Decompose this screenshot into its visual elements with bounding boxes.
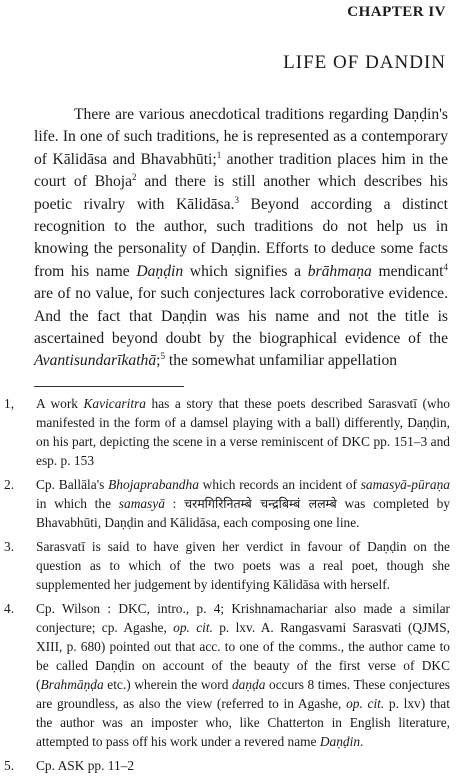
footnote-text: Cp. ASK pp. 11–2 — [36, 758, 135, 773]
footnote-number: 5. — [4, 758, 15, 773]
footnote-text: . — [360, 734, 364, 749]
footnote-ref-1: 1 — [216, 149, 222, 160]
footnote-italic: op. cit. — [173, 620, 213, 635]
footnote-1 — [4, 394, 450, 470]
body-text-4: Beyond according a distinct recognition to the author, such traditions do not help us in knowing the personality of Daṇḍin. Efforts to deduce some facts from his name — [34, 195, 448, 280]
italic-term-dandin: Daṇḍin — [136, 262, 184, 280]
footnote-text: etc.) wherein the word — [103, 677, 232, 692]
footnote-5 — [4, 756, 450, 775]
footnote-italic: Bhojaprabandha — [108, 477, 199, 492]
italic-term-brahmana: brāhmaṇa — [307, 262, 372, 280]
footnote-text: Cp. Wilson : DKC, intro., p. 4; Krishnamachariar also made a similar conjecture; cp. Agashe, — [36, 601, 450, 635]
footnote-italic: op. cit. — [346, 696, 385, 711]
footnote-2 — [4, 475, 450, 532]
body-text-5: which signifies a — [183, 262, 308, 280]
body-text-6: mendicant — [371, 262, 444, 280]
footnote-italic: samasyā — [118, 496, 165, 511]
footnote-number: 1, — [4, 396, 15, 411]
footnote-3 — [4, 537, 450, 594]
footnote-text: Sarasvatī is said to have given her verdict in favour of Daṇḍin on the question as to which of the two poets was a real poet, though she supplemented her judgement by identifying Kālidāsa with herself. — [36, 539, 450, 592]
footnote-text: p. lxv. A. Rangasvami Sarasvati (QJMS, XIII, p. 680) pointed out that acc. to one of the comms., the author came to be called Daṇḍin on account of the beauty of the first verse of DKC ( — [36, 620, 450, 692]
footnote-text: Cp. Ballāla's — [36, 477, 109, 492]
footnote-ref-3: 3 — [234, 194, 239, 205]
body-text-8: ; — [156, 352, 161, 370]
footnote-text: A work — [36, 396, 84, 411]
footnote-text: p. lxv) that the author was an imposter who, like Chatterton in English literature, attempted to pass off his work under a revered name — [36, 696, 450, 749]
body-text-7: are of no value, for such conjectures lack corroborative evidence. And the fact that Daṇḍin was his name and not the title is ascertained beyond doubt by the biographical evidence of the — [34, 285, 448, 348]
footnote-number: 4. — [4, 601, 15, 616]
footnote-text: occurs 8 times. These conjectures are groundless, as also the view (referred to in Agashe, — [36, 677, 450, 711]
footnote-number: 3. — [4, 539, 15, 554]
footnote-ref-5: 5 — [160, 351, 165, 362]
footnote-italic: samasyā-pūraṇa — [360, 477, 450, 492]
footnote-text: in which the — [36, 496, 119, 511]
italic-work-title: Avantisundarīkathā — [34, 352, 157, 370]
footnote-divider — [34, 386, 184, 387]
body-text-2: another tradition places him in the court of Bhoja — [34, 150, 449, 191]
page-title: LIFE OF DANDIN — [283, 52, 446, 73]
footnote-text: : — [164, 496, 185, 511]
body-text-3: and there is still another which describes his poetic rivalry with Kālidāsa. — [34, 173, 448, 213]
footnote-ref-4: 4 — [443, 261, 448, 272]
footnote-4 — [4, 599, 450, 751]
footnotes — [4, 394, 450, 780]
footnote-number: 2. — [4, 477, 15, 492]
footnote-text: was completed by Bhavabhūti, Daṇḍin and Kālidāsa, each composing one line. — [36, 496, 451, 530]
footnote-text: has a story that these poets described Sarasvatī (who manifested in the form of a damsel playing with a ball) differently, Daṇḍin, on his part, depicting the scene in a verse reminiscent of DKC pp. 151–3 and esp. p. 153 — [36, 396, 450, 468]
chapter-heading: CHAPTER IV — [347, 4, 446, 20]
body-text-9: the somewhat unfamiliar appellation — [165, 352, 398, 370]
body-text-1: There are various anecdotical traditions regarding Daṇḍin's life. In one of such traditions, he is represented as a contemporary of Kālidāsa and Bhavabhūti; — [34, 106, 448, 168]
devanagari-verse: चरमगिरिनितम्बे चन्द्रबिम्बं ललम्बे — [184, 496, 337, 511]
footnote-italic: daṇḍa — [231, 677, 266, 692]
main-paragraph — [34, 104, 448, 373]
footnote-italic: Kavicaritra — [83, 396, 146, 411]
footnote-text: which records an incident of — [198, 477, 361, 492]
footnote-italic: Brahmāṇḍa — [40, 677, 104, 692]
footnote-italic: Daṇḍin — [319, 734, 361, 749]
footnote-ref-2: 2 — [132, 172, 137, 183]
